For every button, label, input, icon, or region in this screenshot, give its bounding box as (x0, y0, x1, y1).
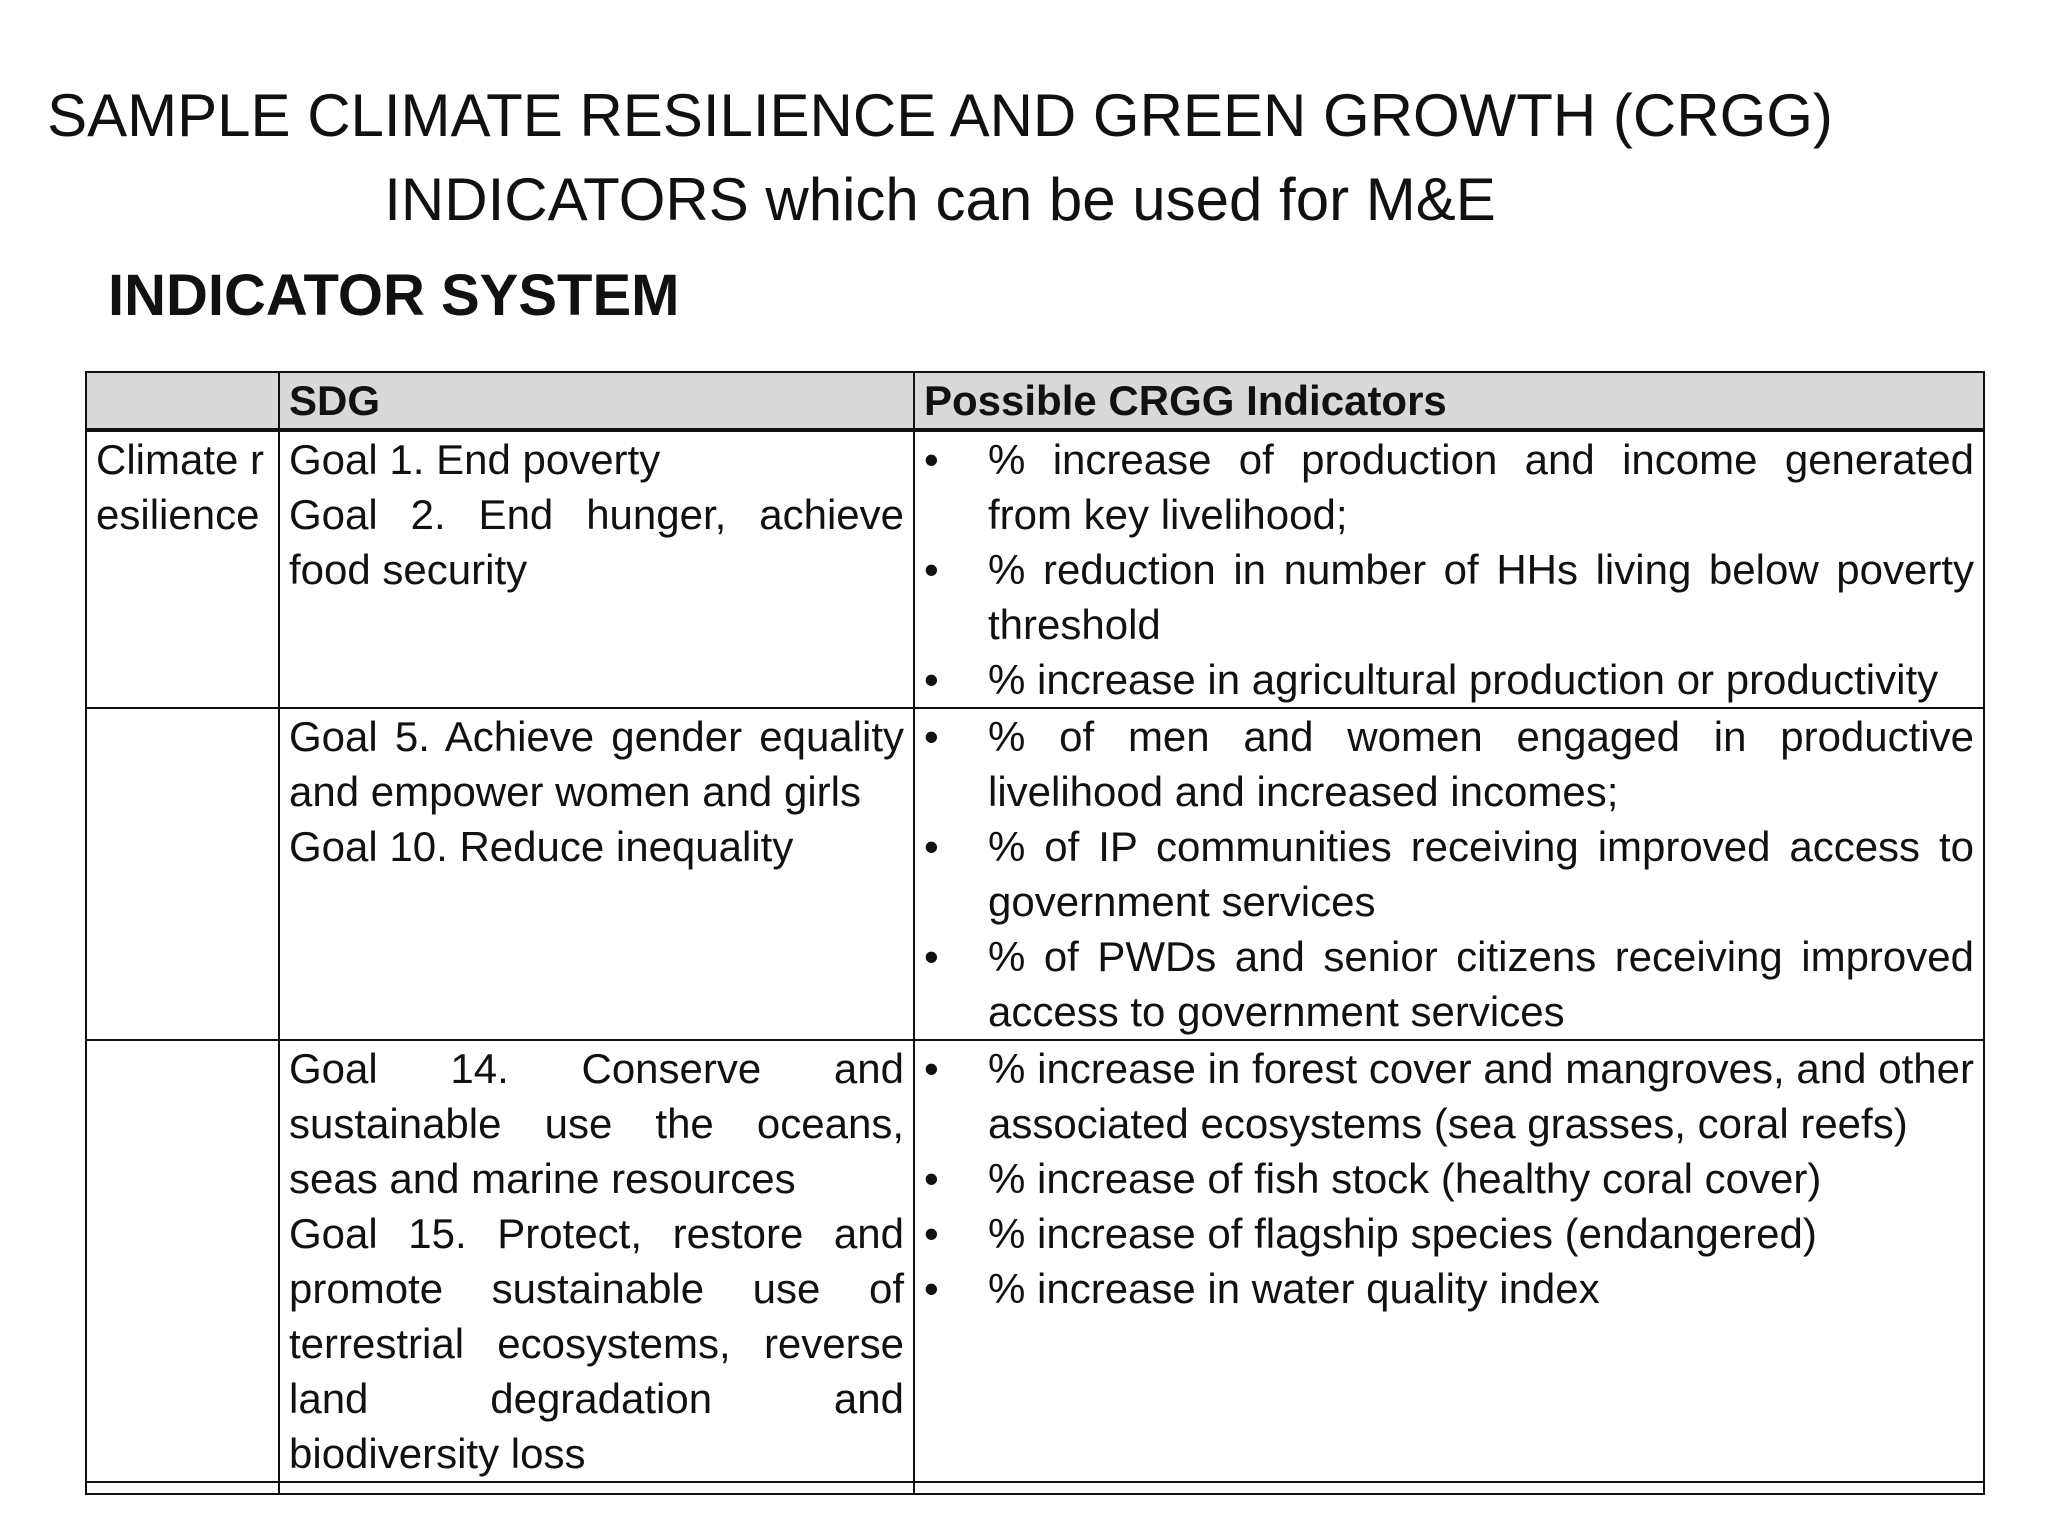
category-cell (86, 1040, 279, 1482)
bullet-icon: • (924, 933, 939, 980)
indicators-cell (914, 430, 1984, 708)
indicator-text: % increase in agricultural production or productivity (988, 656, 1939, 703)
indicator-item (924, 1261, 1974, 1316)
header-category (86, 372, 279, 430)
indicators-cell (914, 1040, 1984, 1482)
indicator-list (924, 709, 1974, 1039)
indicator-item (924, 542, 1974, 652)
empty-cell (279, 1482, 914, 1494)
slide-title-line-1: SAMPLE CLIMATE RESILIENCE AND GREEN GROWTH (CRGG) (47, 82, 1833, 149)
bullet-icon: • (924, 1210, 939, 1257)
bullet-icon: • (924, 436, 939, 483)
table-row (86, 708, 1984, 1040)
indicator-text: % of IP communities receiving improved access to government services (988, 823, 1974, 925)
table-row (86, 430, 1984, 708)
sdg-goal: Goal 14. Conserve and sustainable use the oceans, seas and marine resources (289, 1045, 904, 1202)
sdg-cell (279, 430, 914, 708)
table-row (86, 1040, 1984, 1482)
header-indicators: Possible CRGG Indicators (914, 372, 1984, 430)
indicator-text: % of PWDs and senior citizens receiving improved access to government services (988, 933, 1974, 1035)
indicator-text: % increase of flagship species (endangered) (988, 1210, 1817, 1257)
sdg-goal: Goal 10. Reduce inequality (289, 823, 794, 870)
indicator-item (924, 1041, 1974, 1151)
slide-title-line-2: INDICATORS which can be used for M&E (384, 166, 1496, 233)
indicators-cell (914, 708, 1984, 1040)
indicator-item (924, 652, 1974, 707)
table-header-row (86, 372, 1984, 430)
slide-title (0, 74, 1880, 242)
indicator-item (924, 1206, 1974, 1261)
indicator-text: % increase in water quality index (988, 1265, 1600, 1312)
table-row-partial (86, 1482, 1984, 1494)
indicator-text: % reduction in number of HHs living below poverty threshold (988, 546, 1974, 648)
sdg-cell (279, 1040, 914, 1482)
sdg-goal: Goal 1. End poverty (289, 436, 661, 483)
bullet-icon: • (924, 546, 939, 593)
empty-cell (86, 1482, 279, 1494)
indicator-list (924, 432, 1974, 707)
sdg-goal: Goal 5. Achieve gender equality and empower women and girls (289, 713, 904, 815)
sdg-goal: Goal 2. End hunger, achieve food security (289, 491, 904, 593)
indicator-item (924, 709, 1974, 819)
bullet-icon: • (924, 1265, 939, 1312)
category-cell: Climate resilience (86, 430, 279, 708)
indicator-text: % increase of fish stock (healthy coral cover) (988, 1155, 1822, 1202)
indicator-text: % increase of production and income generated from key livelihood; (988, 436, 1974, 538)
bullet-icon: • (924, 823, 939, 870)
indicator-item (924, 819, 1974, 929)
indicator-text: % of men and women engaged in productive livelihood and increased incomes; (988, 713, 1974, 815)
bullet-icon: • (924, 1045, 939, 1092)
category-cell (86, 708, 279, 1040)
bullet-icon: • (924, 656, 939, 703)
indicator-item (924, 1151, 1974, 1206)
indicator-item (924, 432, 1974, 542)
bullet-icon: • (924, 1155, 939, 1202)
sdg-goal: Goal 15. Protect, restore and promote sustainable use of terrestrial ecosystems, reverse land degradation and biodiversity loss (289, 1210, 904, 1477)
sdg-cell (279, 708, 914, 1040)
indicator-list (924, 1041, 1974, 1316)
indicator-text: % increase in forest cover and mangroves, and other associated ecosystems (sea grasses, coral reefs) (988, 1045, 1974, 1147)
header-sdg: SDG (279, 372, 914, 430)
empty-cell (914, 1482, 1984, 1494)
bullet-icon: • (924, 713, 939, 760)
section-heading: INDICATOR SYSTEM (108, 263, 680, 328)
indicator-table (85, 371, 1985, 1495)
indicator-item (924, 929, 1974, 1039)
